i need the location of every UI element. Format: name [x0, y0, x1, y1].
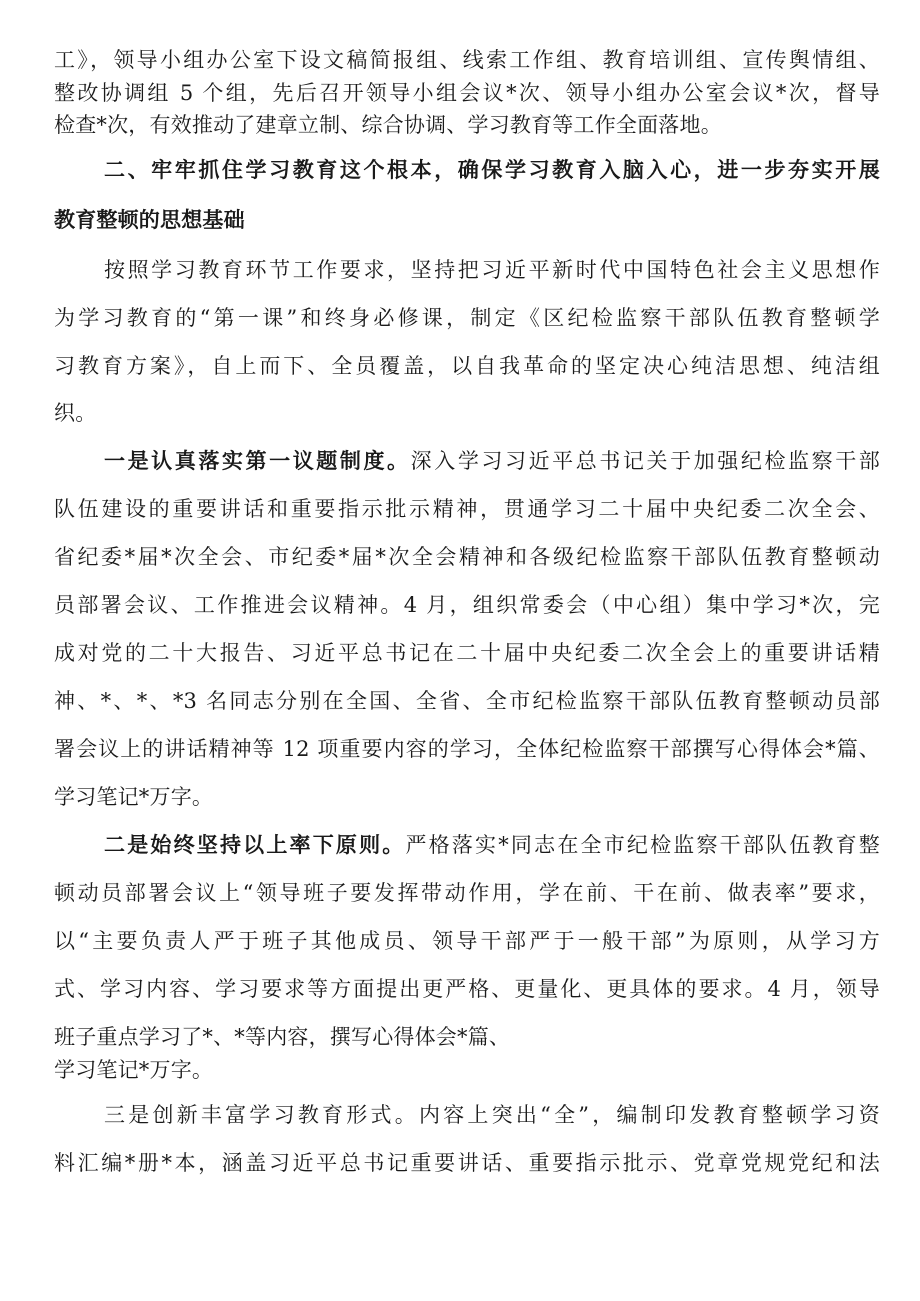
item1-line-2: 队伍建设的重要讲话和重要指示批示精神，贯通学习二十届中央纪委二次全会、 — [54, 497, 880, 521]
section-para-line-4: 织。 — [54, 401, 97, 425]
item3-line-2: 料汇编*册*本，涵盖习近平总书记重要讲话、重要指示批示、党章党规党纪和法 — [54, 1151, 880, 1175]
item1-line-4: 员部署会议、工作推进会议精神。4 月，组织常委会（中心组）集中学习*次，完 — [54, 593, 880, 617]
item2-line-2: 顿动员部署会议上“领导班子要发挥带动作用，学在前、干在前、做表率”要求， — [54, 881, 880, 905]
item1-line-5: 成对党的二十大报告、习近平总书记在二十届中央纪委二次全会上的重要讲话精 — [54, 641, 880, 665]
intro-line-2: 整改协调组 5 个组，先后召开领导小组会议*次、领导小组办公室会议*次，督导 — [54, 81, 880, 105]
item2-line-1 — [104, 833, 880, 857]
item3-line-1: 三是创新丰富学习教育形式。内容上突出“全”，编制印发教育整顿学习资 — [104, 1103, 880, 1127]
item1-line-7: 署会议上的讲话精神等 12 项重要内容的学习，全体纪检监察干部撰写心得体会*篇、 — [54, 737, 880, 761]
item1-line-1 — [104, 449, 880, 473]
item2-line-4: 式、学习内容、学习要求等方面提出更严格、更量化、更具体的要求。4 月，领导 — [54, 977, 880, 1001]
item1-line-8: 学习笔记*万字。 — [54, 785, 214, 809]
section-heading-line-1: 二、牢牢抓住学习教育这个根本，确保学习教育入脑入心，进一步夯实开展 — [104, 158, 880, 182]
item2-line-6: 学习笔记*万字。 — [54, 1058, 214, 1082]
item2-line-3: 以“主要负责人严于班子其他成员、领导干部严于一般干部”为原则，从学习方 — [54, 929, 880, 953]
item2-first-rest: 严格落实*同志在全市纪检监察干部队伍教育整 — [405, 833, 880, 857]
section-para-line-1: 按照学习教育环节工作要求，坚持把习近平新时代中国特色社会主义思想作 — [104, 258, 880, 282]
item2-lead: 二是始终坚持以上率下原则。 — [104, 832, 406, 857]
item2-line-5: 班子重点学习了*、*等内容，撰写心得体会*篇、 — [54, 1025, 511, 1049]
intro-line-1: 工》，领导小组办公室下设文稿简报组、线索工作组、教育培训组、宣传舆情组、 — [54, 48, 880, 72]
item1-line-6: 神、*、*、*3 名同志分别在全国、全省、全市纪检监察干部队伍教育整顿动员部 — [54, 689, 880, 713]
section-para-line-2: 为学习教育的“第一课”和终身必修课，制定《区纪检监察干部队伍教育整顿学 — [54, 306, 880, 330]
section-para-line-3: 习教育方案》，自上而下、全员覆盖，以自我革命的坚定决心纯洁思想、纯洁组 — [54, 354, 880, 378]
intro-line-3: 检查*次，有效推动了建章立制、综合协调、学习教育等工作全面落地。 — [54, 113, 722, 137]
item1-first-rest: 深入学习习近平总书记关于加强纪检监察干部 — [410, 449, 880, 473]
item1-lead: 一是认真落实第一议题制度。 — [104, 448, 411, 473]
section-heading-line-2: 教育整顿的思想基础 — [54, 208, 245, 232]
item1-line-3: 省纪委*届*次全会、市纪委*届*次全会精神和各级纪检监察干部队伍教育整顿动 — [54, 545, 880, 569]
